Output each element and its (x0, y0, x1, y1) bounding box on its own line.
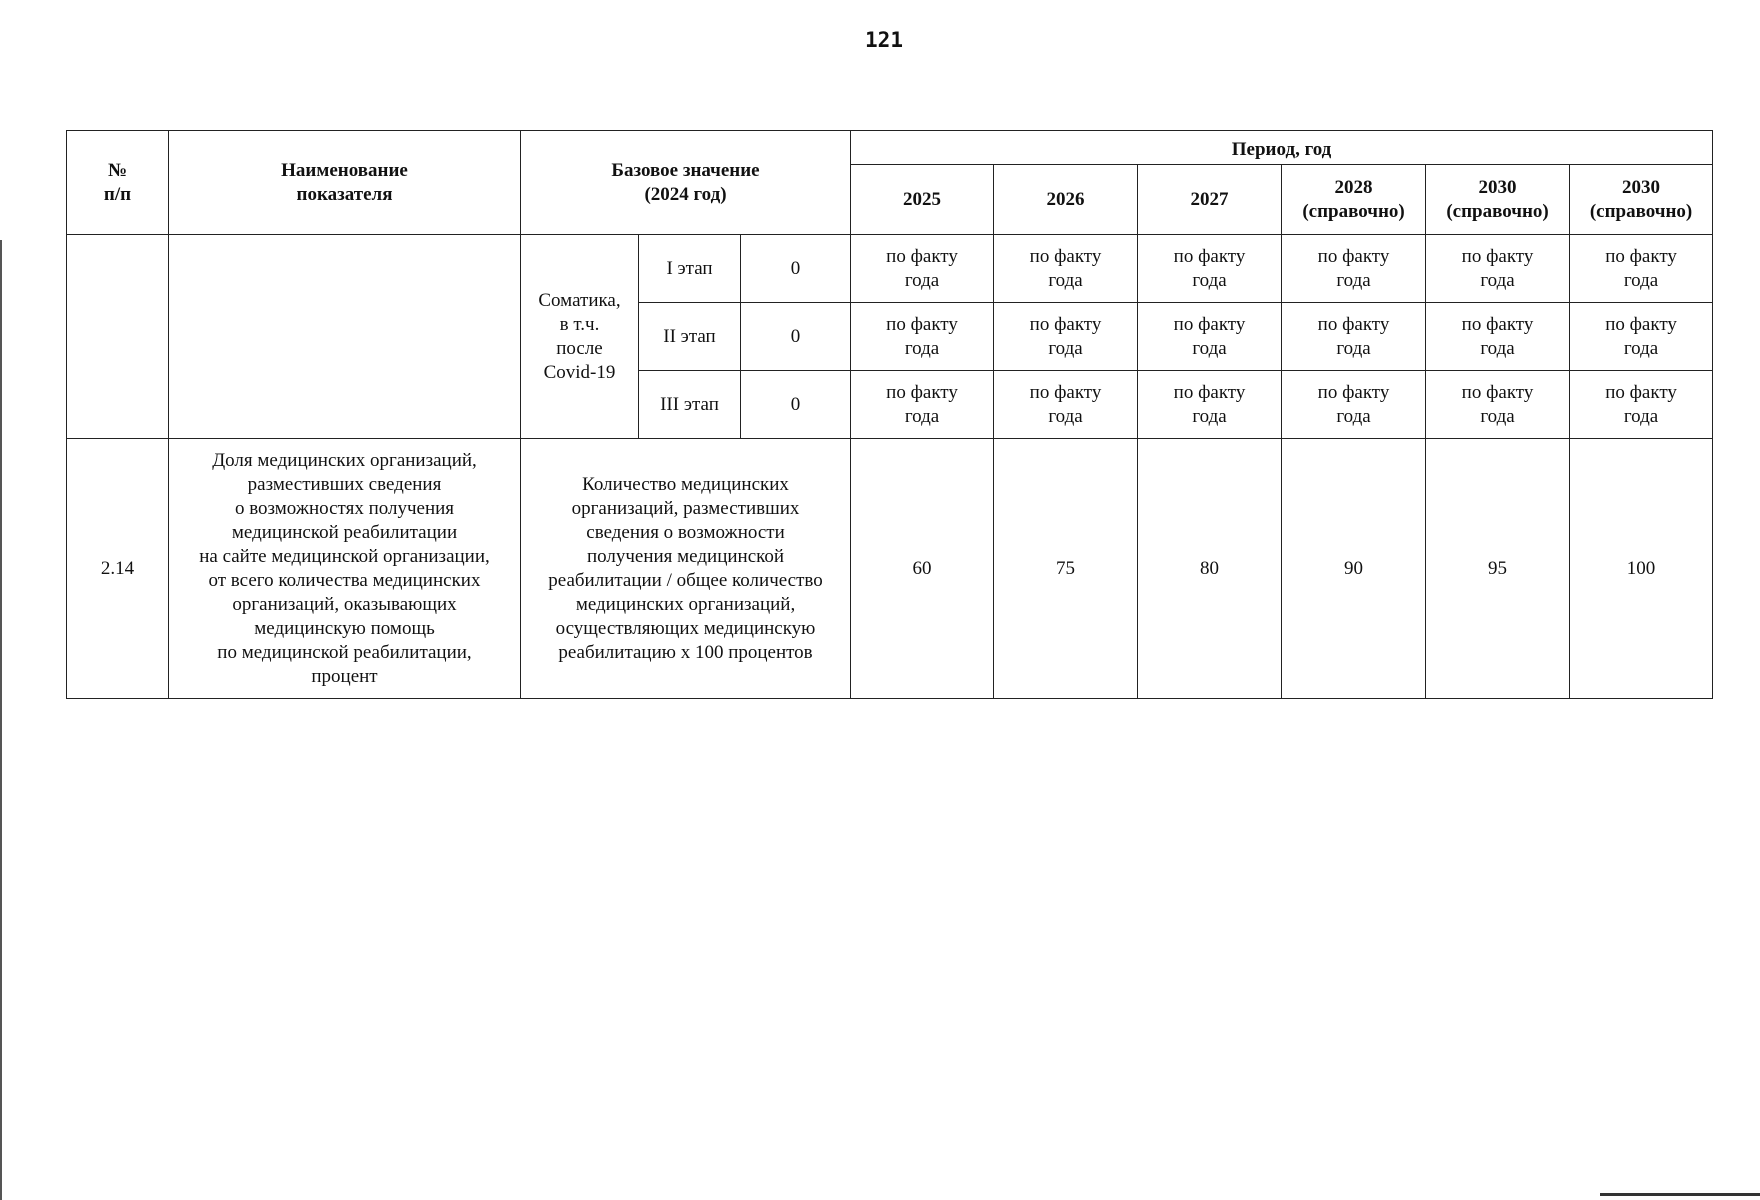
header-base: Базовое значение (2024 год) (521, 131, 851, 235)
header-year: 2028 (справочно) (1282, 165, 1426, 235)
stage-base-value: 0 (741, 235, 851, 303)
indicator-year-value: 80 (1138, 439, 1282, 699)
header-year: 2030 (справочно) (1570, 165, 1713, 235)
header-year: 2027 (1138, 165, 1282, 235)
somatics-label: Соматика, в т.ч. после Covid-19 (521, 235, 639, 439)
header-year: 2030 (справочно) (1426, 165, 1570, 235)
stage-year-value: по факту года (1426, 303, 1570, 371)
stage-year-value: по факту года (851, 371, 994, 439)
stage-row (67, 235, 1713, 303)
header-year: 2025 (851, 165, 994, 235)
indicator-num: 2.14 (67, 439, 169, 699)
indicator-base-formula: Количество медицинских организаций, разместивших сведения о возможности получения медицинской реабилитации / общее количество медицинских организаций, осуществляющих медицинскую реабилитацию х 100 процентов (521, 439, 851, 699)
stage-year-value: по факту года (1138, 235, 1282, 303)
stage-year-value: по факту года (1282, 235, 1426, 303)
scan-edge-bottom (1600, 1193, 1760, 1196)
header-num: № п/п (67, 131, 169, 235)
stage-year-value: по факту года (1570, 371, 1713, 439)
indicator-year-value: 75 (994, 439, 1138, 699)
stage-year-value: по факту года (1570, 235, 1713, 303)
indicator-year-value: 95 (1426, 439, 1570, 699)
header-year: 2026 (994, 165, 1138, 235)
stage-year-value: по факту года (851, 303, 994, 371)
stage-year-value: по факту года (994, 303, 1138, 371)
stage-year-value: по факту года (1282, 303, 1426, 371)
stage-year-value: по факту года (1138, 303, 1282, 371)
indicator-name: Доля медицинских организаций, разместивших сведения о возможностях получения медицинской реабилитации на сайте медицинской организации, от всего количества медицинских организаций, оказывающих медицинскую помощь по медицинской реабилитации, процент (169, 439, 521, 699)
stage-base-value: 0 (741, 371, 851, 439)
indicator-row-2-14 (67, 439, 1713, 699)
indicator-year-value: 100 (1570, 439, 1713, 699)
stage-year-value: по факту года (994, 235, 1138, 303)
stage-year-value: по факту года (1426, 371, 1570, 439)
header-period: Период, год (851, 131, 1713, 165)
stage-base-value: 0 (741, 303, 851, 371)
stage-year-value: по факту года (1138, 371, 1282, 439)
empty-name-cell (169, 235, 521, 439)
indicator-year-value: 60 (851, 439, 994, 699)
stage-name: I этап (639, 235, 741, 303)
stage-year-value: по факту года (851, 235, 994, 303)
stage-year-value: по факту года (994, 371, 1138, 439)
empty-num-cell (67, 235, 169, 439)
header-row-top (67, 131, 1713, 165)
stage-year-value: по факту года (1570, 303, 1713, 371)
stage-name: II этап (639, 303, 741, 371)
stage-name: III этап (639, 371, 741, 439)
header-name: Наименование показателя (169, 131, 521, 235)
stage-year-value: по факту года (1426, 235, 1570, 303)
indicator-year-value: 90 (1282, 439, 1426, 699)
page-number: 121 (865, 28, 903, 52)
indicators-table (66, 130, 1713, 699)
stage-year-value: по факту года (1282, 371, 1426, 439)
scan-edge-left (0, 240, 2, 1200)
